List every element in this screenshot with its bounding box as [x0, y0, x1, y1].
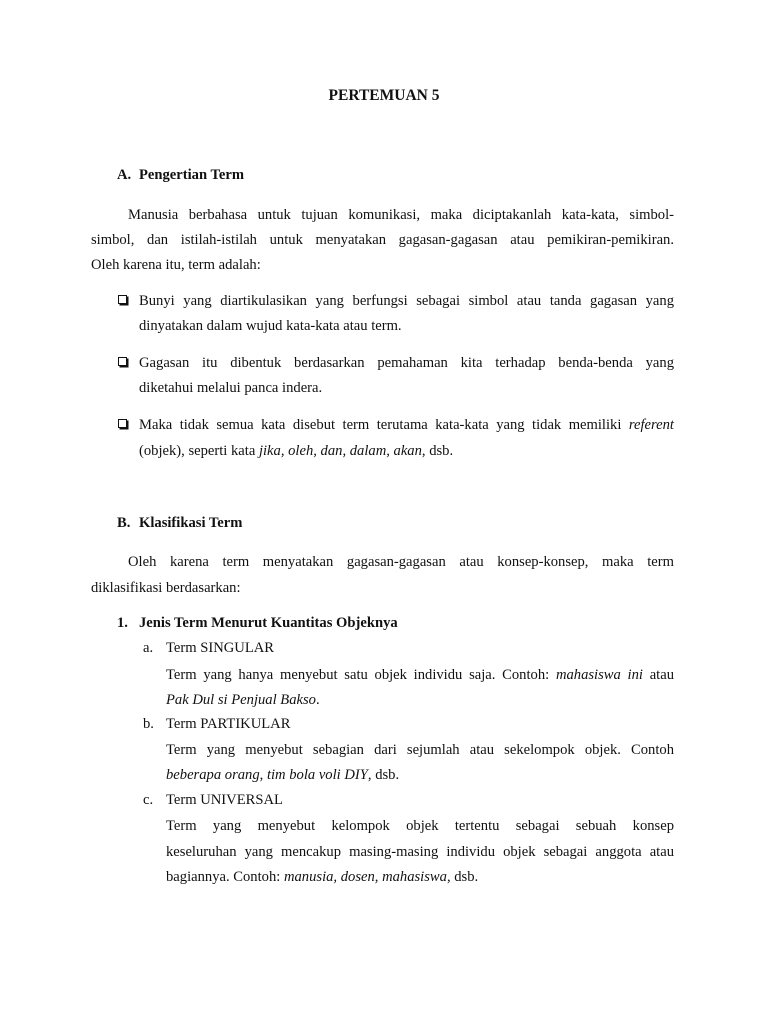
page-title: PERTEMUAN 5 [328, 87, 440, 104]
item-a-line-1-suffix: atau [649, 667, 675, 683]
item-b-example-1: beberapa orang [166, 767, 260, 783]
item-a-example: mahasiswa ini [555, 667, 643, 683]
item-b-line-2-suffix: , dsb. [367, 767, 400, 783]
bullet-3-line-1 [139, 415, 674, 435]
bullet-2-line-1: Gagasan itu dibentuk berdasarkan pemahaman kita terhadap benda-benda yang [139, 355, 674, 371]
bullet-2-line-2: diketahui melalui panca indera. [139, 380, 323, 396]
bullet-3-examples: jika, oleh, dan, dalam, akan [258, 443, 422, 459]
item-c-label: Term UNIVERSAL [166, 792, 283, 808]
section-b-paragraph-line-1: Oleh karena term menyatakan gagasan-gagasan atau konsep-konsep, maka term [128, 554, 674, 570]
item-a-line-1-text: Term yang hanya menyebut satu objek individu saja. Contoh: [166, 667, 550, 683]
section-b-letter: B. [117, 515, 131, 531]
item-c-line-3-suffix: , dsb. [446, 869, 479, 885]
section-a-paragraph-line-3: Oleh karena itu, term adalah: [91, 257, 261, 273]
item-a-label: Term SINGULAR [166, 640, 275, 656]
item-b-example-2: tim bola voli DIY [266, 767, 368, 783]
section-a-heading: Pengertian Term [139, 167, 244, 183]
bullet-3-line-1-text: Maka tidak semua kata disebut term terutama kata-kata yang tidak memiliki [139, 417, 622, 433]
section-a-paragraph-line-1: Manusia berbahasa untuk tujuan komunikasi, maka diciptakanlah kata-kata, simbol- [128, 207, 674, 223]
bullet-3-line-2 [139, 441, 453, 461]
item-c-line-3-text: bagiannya. Contoh: [166, 869, 281, 885]
item-b-separator: , [259, 767, 267, 783]
item-c-line-3 [166, 867, 478, 887]
bullet-3-referent: referent [628, 417, 674, 433]
subsection-1-heading: Jenis Term Menurut Kuantitas Objeknya [139, 615, 398, 631]
item-c-line-2: keseluruhan yang mencakup masing-masing individu objek sebagai anggota atau [166, 844, 674, 860]
checkbox-bullet-icon [118, 357, 127, 366]
section-b-heading: Klasifikasi Term [139, 515, 243, 531]
item-a-line-1 [166, 665, 674, 685]
bullet-3-line-2-suffix: , dsb. [421, 443, 454, 459]
item-c-line-1: Term yang menyebut kelompok objek tertentu sebagai sebuah konsep [166, 818, 674, 834]
subsection-1-number: 1. [117, 615, 128, 631]
item-b-label: Term PARTIKULAR [166, 716, 291, 732]
checkbox-bullet-icon [118, 295, 127, 304]
section-a-paragraph-line-2: simbol, dan istilah-istilah untuk menyatakan gagasan-gagasan atau pemikiran-pemikiran. [91, 232, 674, 248]
item-a-letter: a. [143, 640, 154, 656]
item-c-letter: c. [143, 792, 154, 808]
item-a-line-2-suffix: . [315, 692, 320, 708]
item-c-examples: manusia, dosen, mahasiswa [283, 869, 447, 885]
item-b-line-1: Term yang menyebut sebagian dari sejumlah atau sekelompok objek. Contoh [166, 742, 674, 758]
checkbox-bullet-icon [118, 419, 127, 428]
item-b-line-2 [166, 765, 399, 785]
section-b-paragraph-line-2: diklasifikasi berdasarkan: [91, 580, 241, 596]
item-b-letter: b. [143, 716, 154, 732]
section-a-letter: A. [117, 167, 132, 183]
bullet-1-line-1: Bunyi yang diartikulasikan yang berfungsi sebagai simbol atau tanda gagasan yang [139, 293, 674, 309]
item-a-example-2: Pak Dul si Penjual Bakso [166, 692, 316, 708]
item-a-line-2 [166, 690, 320, 710]
bullet-1-line-2: dinyatakan dalam wujud kata-kata atau term. [139, 318, 402, 334]
bullet-3-line-2-text: (objek), seperti kata [139, 443, 256, 459]
